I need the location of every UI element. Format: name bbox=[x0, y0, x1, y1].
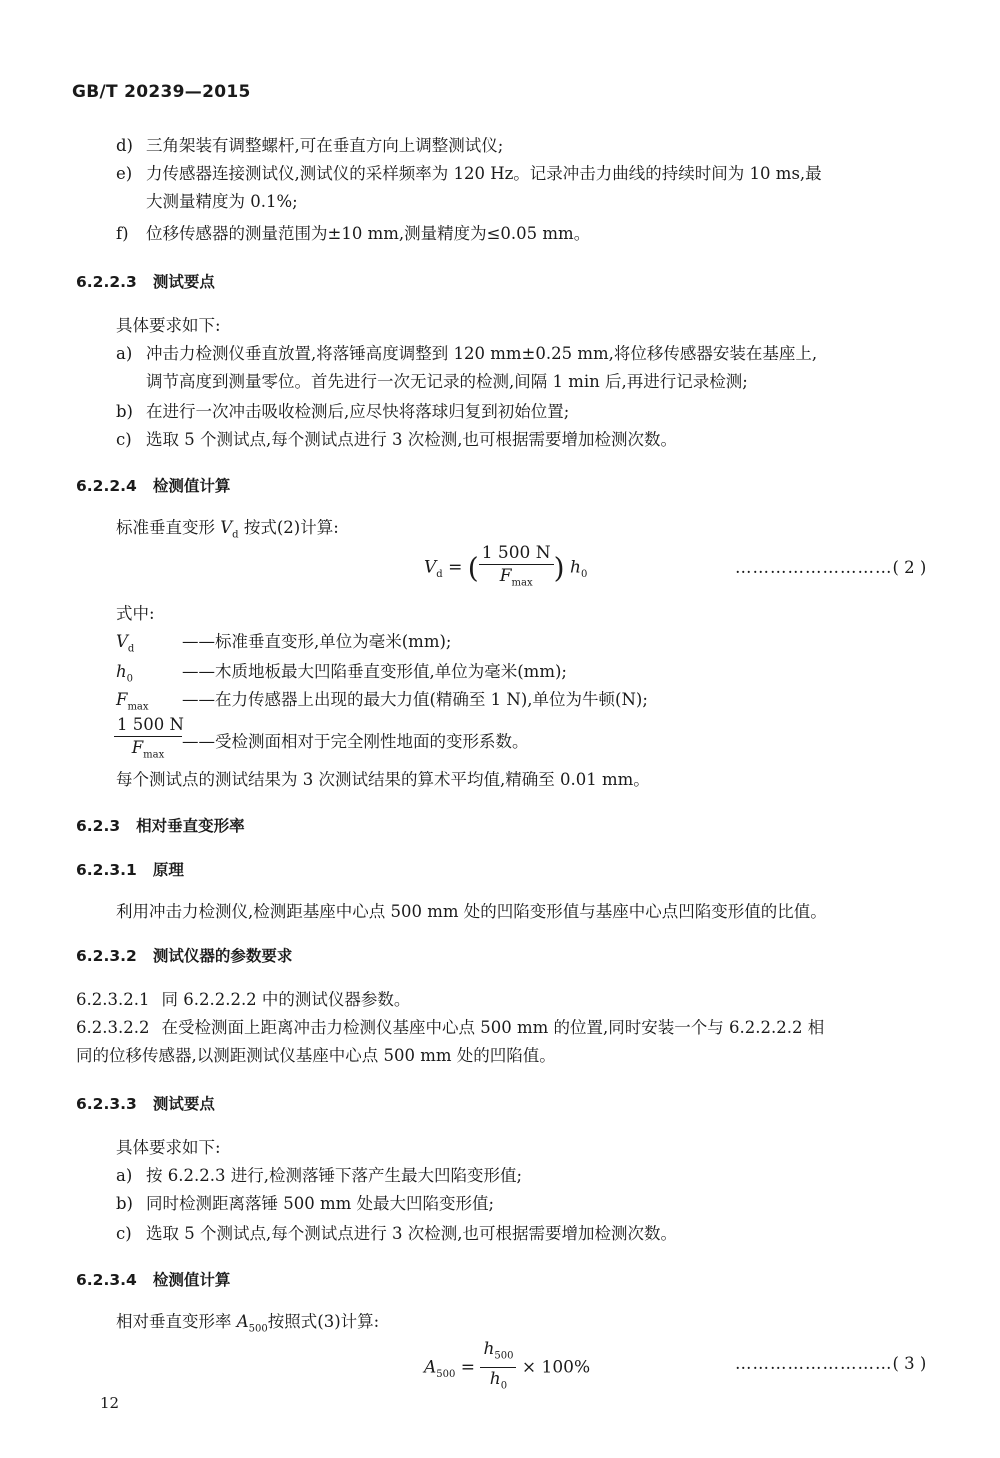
clause-6-2-3-2-1 bbox=[76, 986, 410, 1014]
section-title: 检测值计算 bbox=[152, 477, 231, 495]
section-title: 测试仪器的参数要求 bbox=[152, 947, 293, 965]
list-text: 选取 5 个测试点,每个测试点进行 3 次检测,也可根据需要增加检测次数。 bbox=[146, 1224, 677, 1243]
symbol-description: ——标准垂直变形,单位为毫米(mm); bbox=[182, 632, 452, 651]
fraction-numerator bbox=[480, 1338, 516, 1368]
formula-lhs: A bbox=[424, 1357, 437, 1378]
numerator-subscript: 500 bbox=[494, 1350, 514, 1362]
section-title: 检测值计算 bbox=[152, 1271, 231, 1289]
section-number: 6.2.2.4 bbox=[76, 477, 137, 495]
section-heading-6-2-3-3 bbox=[76, 1092, 215, 1114]
where-fraction bbox=[114, 714, 182, 766]
where-item-fraction bbox=[114, 714, 529, 766]
formula-lhs-subscript: d bbox=[436, 569, 443, 581]
equals-sign: = bbox=[448, 557, 463, 578]
requirements-intro: 具体要求如下: bbox=[116, 1138, 221, 1157]
denominator-var: F bbox=[499, 566, 512, 586]
symbol: F bbox=[116, 690, 128, 709]
clause-6-2-3-2-2-cont: 同的位移传感器,以测距测试仪基座中心点 500 mm 处的凹陷值。 bbox=[76, 1046, 556, 1065]
formula-2-intro bbox=[116, 514, 339, 549]
right-paren: ) bbox=[553, 551, 565, 585]
list-item-e-cont: 大测量精度为 0.1%; bbox=[146, 192, 298, 211]
list-item-c bbox=[116, 426, 677, 454]
denominator-subscript: max bbox=[511, 577, 533, 589]
intro-text: 按照式(3)计算: bbox=[267, 1312, 380, 1331]
fraction-denominator bbox=[479, 565, 554, 594]
formula-2-number bbox=[735, 554, 926, 582]
equation-number: ( 2 ) bbox=[892, 558, 927, 577]
symbol: V bbox=[116, 632, 128, 651]
formula-rhs: h bbox=[569, 557, 581, 578]
section-number: 6.2.2.3 bbox=[76, 273, 137, 291]
section-number: 6.2.3.1 bbox=[76, 861, 137, 879]
clause-number: 6.2.3.2.1 bbox=[76, 990, 150, 1009]
list-item-a bbox=[116, 340, 817, 368]
clause-text: 同 6.2.2.2.2 中的测试仪器参数。 bbox=[161, 990, 411, 1009]
requirements-intro: 具体要求如下: bbox=[116, 316, 221, 335]
fraction-description: ——受检测面相对于完全刚性地面的变形系数。 bbox=[182, 732, 529, 752]
list-label: a) bbox=[116, 1166, 133, 1185]
section-title: 相对垂直变形率 bbox=[136, 817, 245, 835]
equals-sign: = bbox=[460, 1357, 476, 1378]
where-item-h0 bbox=[116, 658, 567, 684]
list-text: 位移传感器的测量范围为±10 mm,测量精度为≤0.05 mm。 bbox=[146, 224, 591, 243]
principle-text: 利用冲击力检测仪,检测距基座中心点 500 mm 处的凹陷变形值与基座中心点凹陷变形值的比值。 bbox=[116, 902, 827, 921]
formula-tail: × 100% bbox=[521, 1357, 591, 1378]
denominator-var: F bbox=[131, 738, 144, 757]
list-label: a) bbox=[116, 344, 133, 363]
fraction-numerator: 1 500 N bbox=[114, 714, 182, 737]
section-title: 测试要点 bbox=[152, 273, 215, 291]
formula-3-intro bbox=[116, 1308, 379, 1343]
list-item-b bbox=[116, 398, 569, 426]
where-label: 式中: bbox=[116, 604, 155, 623]
result-note: 每个测试点的测试结果为 3 次测试结果的算术平均值,精确至 0.01 mm。 bbox=[116, 770, 650, 789]
list-label: c) bbox=[116, 1224, 132, 1243]
list-item-b bbox=[116, 1190, 494, 1218]
variable-subscript: 500 bbox=[248, 1323, 268, 1335]
list-label: f) bbox=[116, 224, 129, 243]
section-title: 测试要点 bbox=[152, 1095, 215, 1113]
denominator-subscript: max bbox=[143, 749, 165, 761]
intro-text: 标准垂直变形 bbox=[116, 518, 221, 537]
section-number: 6.2.3 bbox=[76, 817, 121, 835]
list-label: c) bbox=[116, 430, 132, 449]
section-heading-6-2-2-3 bbox=[76, 270, 215, 292]
section-number: 6.2.3.2 bbox=[76, 947, 137, 965]
list-text: 同时检测距离落锤 500 mm 处最大凹陷变形值; bbox=[146, 1194, 495, 1213]
list-label: d) bbox=[116, 136, 133, 155]
list-label: e) bbox=[116, 164, 133, 183]
clause-number: 6.2.3.2.2 bbox=[76, 1018, 150, 1037]
symbol-subscript: d bbox=[127, 643, 135, 655]
clause-text: 在受检测面上距离冲击力检测仪基座中心点 500 mm 的位置,同时安装一个与 6.2.2.2.2 相 bbox=[161, 1018, 825, 1037]
section-heading-6-2-3-4 bbox=[76, 1268, 230, 1290]
section-number: 6.2.3.4 bbox=[76, 1271, 137, 1289]
formula-3 bbox=[424, 1338, 590, 1398]
list-label: b) bbox=[116, 402, 133, 421]
list-item-a bbox=[116, 1162, 522, 1190]
left-paren: ( bbox=[467, 551, 479, 585]
formula-3-number bbox=[735, 1350, 926, 1378]
denominator-subscript: 0 bbox=[500, 1380, 508, 1392]
list-label: b) bbox=[116, 1194, 133, 1213]
list-item-a-cont: 调节高度到测量零位。首先进行一次无记录的检测,间隔 1 min 后,再进行记录检测; bbox=[146, 372, 748, 391]
symbol-subscript: max bbox=[127, 701, 149, 713]
denominator-var: h bbox=[489, 1369, 501, 1390]
section-heading-6-2-3-1 bbox=[76, 858, 184, 880]
symbol-description: ——在力传感器上出现的最大力值(精确至 1 N),单位为牛顿(N); bbox=[182, 690, 648, 709]
clause-6-2-3-2-2 bbox=[76, 1014, 824, 1042]
variable: V bbox=[220, 518, 233, 537]
variable-subscript: d bbox=[232, 529, 239, 541]
formula-2 bbox=[424, 542, 587, 594]
section-heading-6-2-3 bbox=[76, 814, 245, 836]
list-text: 三角架装有调整螺杆,可在垂直方向上调整测试仪; bbox=[146, 136, 504, 155]
list-text: 按 6.2.2.3 进行,检测落锤下落产生最大凹陷变形值; bbox=[146, 1166, 523, 1185]
intro-text: 按式(2)计算: bbox=[238, 518, 339, 537]
list-item-d bbox=[116, 132, 503, 160]
formula-lhs: V bbox=[424, 557, 437, 578]
formula-fraction bbox=[480, 1338, 516, 1398]
list-text: 冲击力检测仪垂直放置,将落锤高度调整到 120 mm±0.25 mm,将位移传感器安装在基座上, bbox=[146, 344, 818, 363]
numerator-var: h bbox=[483, 1339, 495, 1359]
formula-fraction bbox=[479, 542, 554, 594]
fraction-denominator bbox=[480, 1368, 516, 1397]
section-heading-6-2-2-4 bbox=[76, 474, 230, 496]
equation-number: ( 3 ) bbox=[892, 1354, 927, 1373]
formula-rhs-subscript: 0 bbox=[580, 569, 588, 581]
standard-code-header: GB/T 20239—2015 bbox=[72, 82, 251, 102]
symbol-description: ——木质地板最大凹陷垂直变形值,单位为毫米(mm); bbox=[182, 662, 567, 681]
list-text: 力传感器连接测试仪,测试仪的采样频率为 120 Hz。记录冲击力曲线的持续时间为 10 ms,最 bbox=[146, 164, 822, 183]
list-item-e bbox=[116, 160, 822, 188]
list-text: 选取 5 个测试点,每个测试点进行 3 次检测,也可根据需要增加检测次数。 bbox=[146, 430, 677, 449]
leader-dots: ……………………… bbox=[735, 1354, 893, 1373]
section-title: 原理 bbox=[152, 861, 184, 879]
leader-dots: ……………………… bbox=[735, 558, 893, 577]
list-text: 在进行一次冲击吸收检测后,应尽快将落球归复到初始位置; bbox=[146, 402, 570, 421]
list-item-c bbox=[116, 1220, 677, 1248]
symbol: h bbox=[116, 662, 127, 681]
section-number: 6.2.3.3 bbox=[76, 1095, 137, 1113]
variable: A bbox=[236, 1312, 249, 1331]
list-item-f bbox=[116, 220, 590, 248]
section-heading-6-2-3-2 bbox=[76, 944, 292, 966]
intro-text: 相对垂直变形率 bbox=[116, 1312, 237, 1331]
formula-lhs-subscript: 500 bbox=[436, 1368, 456, 1380]
page-number: 12 bbox=[100, 1394, 120, 1412]
fraction-denominator bbox=[114, 737, 182, 766]
fraction-numerator: 1 500 N bbox=[479, 542, 554, 565]
where-item-vd bbox=[116, 628, 451, 654]
where-item-fmax bbox=[116, 686, 648, 712]
symbol-subscript: 0 bbox=[126, 673, 134, 685]
